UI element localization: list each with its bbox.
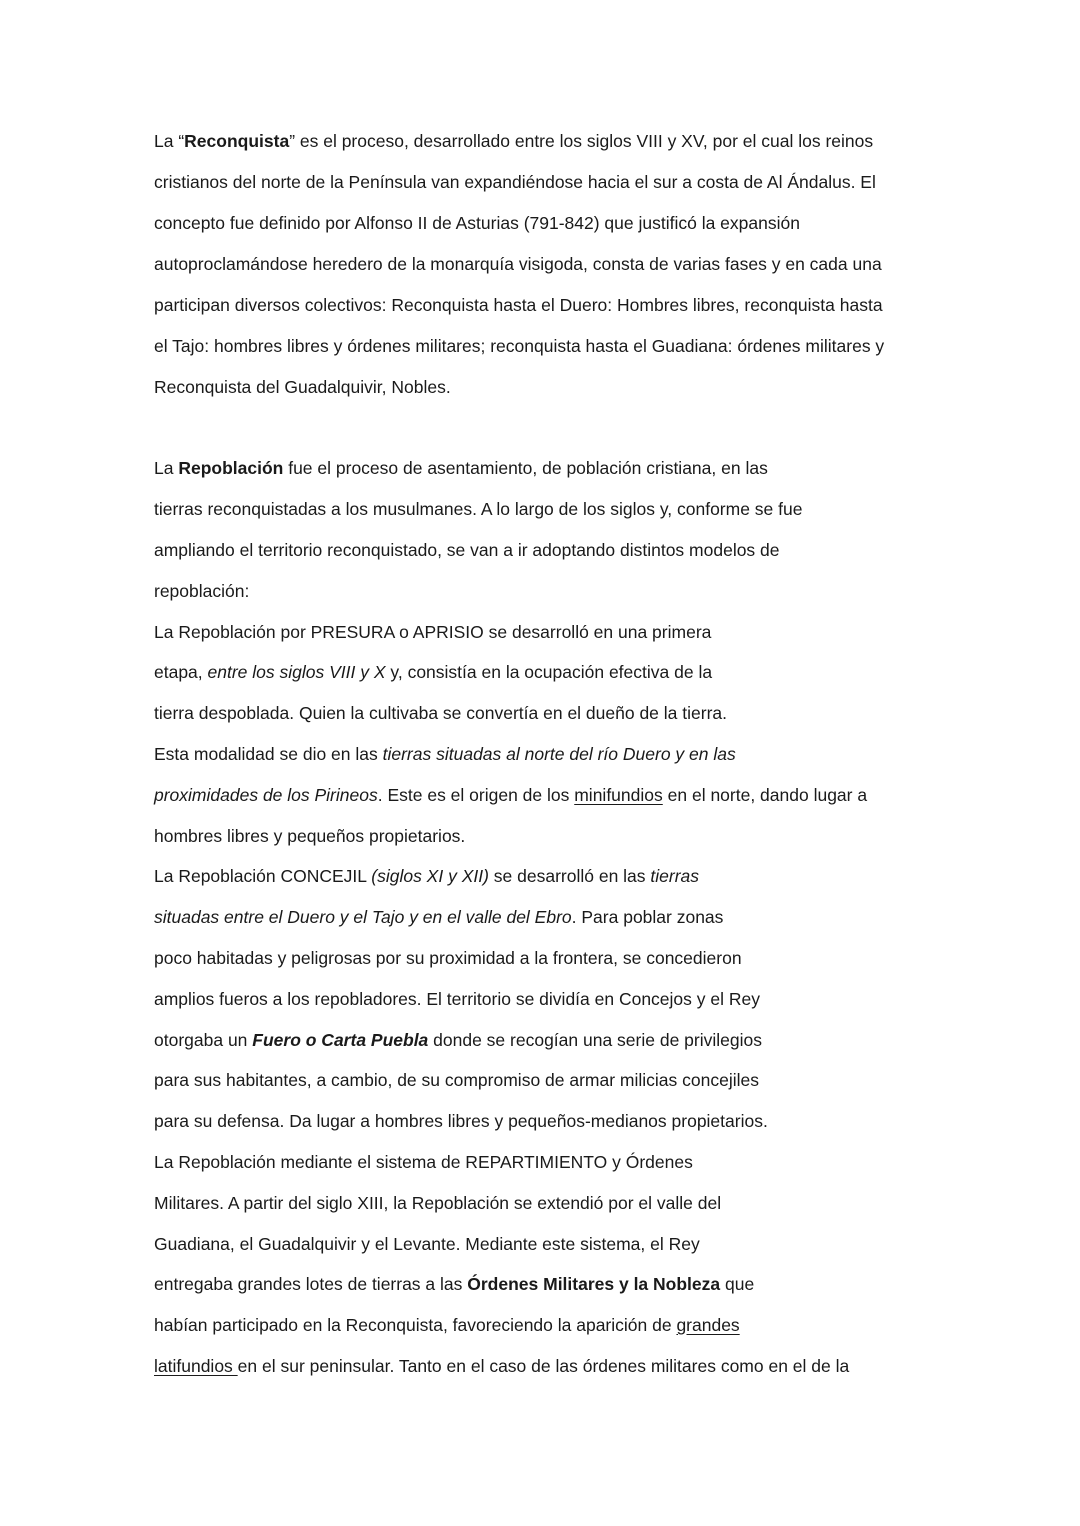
paragraph-line: cristianos del norte de la Península van expandiéndose hacia el sur a costa de Al Ándalus. El (154, 172, 876, 192)
bold-term-repoblacion: Repoblación (178, 458, 284, 478)
bold-italic-term-fuero: Fuero o Carta Puebla (252, 1030, 429, 1050)
underlined-term-latifundios: latifundios (154, 1356, 238, 1376)
bold-term-reconquista: Reconquista (184, 131, 290, 151)
paragraph-line: para sus habitantes, a cambio, de su compromiso de armar milicias concejiles (154, 1070, 759, 1090)
paragraph-line (154, 453, 768, 483)
text-run: . Para poblar zonas (571, 907, 724, 927)
text-run: se desarrolló en las (488, 866, 651, 886)
italic-text-run: proximidades de los Pirineos (154, 785, 378, 805)
italic-text-run: situadas entre el Duero y el Tajo y en el valle del Ebro (154, 907, 572, 927)
text-run: La (154, 458, 179, 478)
italic-text-run: (siglos XI y XII) (371, 866, 489, 886)
paragraph-line: hombres libres y pequeños propietarios. (154, 826, 466, 846)
underlined-term-minifundios: minifundios (574, 785, 663, 805)
paragraph-line: autoproclamándose heredero de la monarquía visigoda, consta de varias fases y en cada una (154, 254, 882, 274)
paragraph-line: tierras reconquistadas a los musulmanes. A lo largo de los siglos y, conforme se fue (154, 499, 803, 519)
paragraph-line: participan diversos colectivos: Reconquista hasta el Duero: Hombres libres, reconquista hasta (154, 295, 883, 315)
paragraph-line (154, 861, 699, 891)
paragraph-line (154, 780, 867, 810)
paragraph-line: repoblación: (154, 581, 250, 601)
text-run: en el sur peninsular. Tanto en el caso de las órdenes militares como en el de la (237, 1356, 850, 1376)
paragraph-line: Militares. A partir del siglo XIII, la Repoblación se extendió por el valle del (154, 1193, 722, 1213)
text-run: y, consistía en la ocupación efectiva de la (385, 662, 713, 682)
paragraph-line: poco habitadas y peligrosas por su proximidad a la frontera, se concedieron (154, 948, 742, 968)
text-run: que (720, 1274, 755, 1294)
italic-text-run: tierras (650, 866, 700, 886)
text-run: fue el proceso de asentamiento, de población cristiana, en las (283, 458, 768, 478)
paragraph-line (154, 739, 736, 769)
italic-text-run: entre los siglos VIII y X (207, 662, 386, 682)
paragraph-line: para su defensa. Da lugar a hombres libres y pequeños-medianos propietarios. (154, 1111, 768, 1131)
paragraph-line: La Repoblación mediante el sistema de REPARTIMIENTO y Órdenes (154, 1152, 693, 1172)
paragraph-line (154, 1310, 740, 1340)
paragraph-line: Reconquista del Guadalquivir, Nobles. (154, 377, 451, 397)
paragraph-line: La Repoblación por PRESURA o APRISIO se desarrolló en una primera (154, 622, 712, 642)
paragraph-line: el Tajo: hombres libres y órdenes militares; reconquista hasta el Guadiana: órdenes militares y (154, 336, 885, 356)
bold-term-ordenes-militares: Órdenes Militares y la Nobleza (467, 1274, 721, 1294)
paragraph-line (154, 126, 873, 156)
paragraph-line (154, 902, 723, 932)
paragraph-line (154, 657, 712, 687)
text-run: entregaba grandes lotes de tierras a las (154, 1274, 468, 1294)
text-run: ” es el proceso, desarrollado entre los siglos VIII y XV, por el cual los reinos (289, 131, 874, 151)
text-run: donde se recogían una serie de privilegios (428, 1030, 762, 1050)
paragraph-line: tierra despoblada. Quien la cultivaba se convertía en el dueño de la tierra. (154, 703, 727, 723)
underlined-term-grandes: grandes (676, 1315, 740, 1335)
text-run: Esta modalidad se dio en las (154, 744, 383, 764)
paragraph-line: ampliando el territorio reconquistado, se van a ir adoptando distintos modelos de (154, 540, 780, 560)
paragraph-line (154, 1351, 849, 1381)
text-run: La Repoblación CONCEJIL (154, 866, 372, 886)
text-run: en el norte, dando lugar a (662, 785, 868, 805)
paragraph-line: concepto fue definido por Alfonso II de Asturias (791-842) que justificó la expansión (154, 213, 800, 233)
paragraph-line (154, 1269, 754, 1299)
paragraph-line: Guadiana, el Guadalquivir y el Levante. Mediante este sistema, el Rey (154, 1234, 700, 1254)
italic-text-run: tierras situadas al norte del río Duero y en las (382, 744, 736, 764)
text-run: habían participado en la Reconquista, favoreciendo la aparición de (154, 1315, 677, 1335)
paragraph-line (154, 1025, 762, 1055)
paragraph-line: amplios fueros a los repobladores. El territorio se dividía en Concejos y el Rey (154, 989, 760, 1009)
text-run: etapa, (154, 662, 208, 682)
text-run: La “ (154, 131, 185, 151)
text-run: . Este es el origen de los (377, 785, 575, 805)
text-run: otorgaba un (154, 1030, 253, 1050)
